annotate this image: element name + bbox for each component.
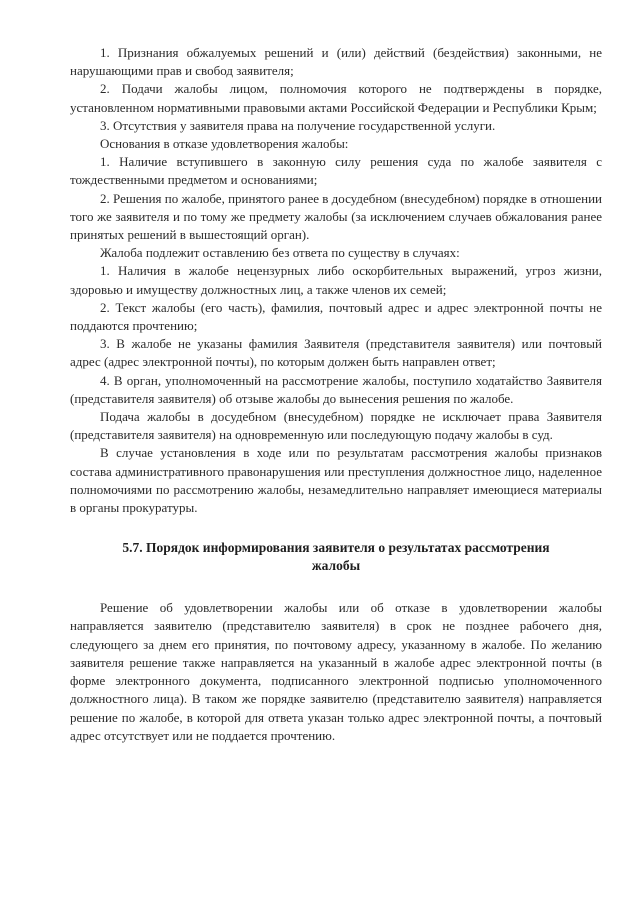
paragraph-court-option: Подача жалобы в досудебном (внесудебном) порядке не исключает права Заявителя (представителя заявителя) на одновременную или последующую подачу жалобы в суд. [70,409,602,443]
paragraph-obscene-language: 1. Наличия в жалобе нецензурных либо оскорбительных выражений, угроз жизни, здоровью и имуществу должностных лиц, а также членов их семей; [70,263,602,297]
paragraph-no-right: 3. Отсутствия у заявителя права на получение государственной услуги. [100,117,496,133]
paragraph-no-answer-heading: Жалоба подлежит оставлению без ответа по существу в случаях: [100,245,460,261]
document-body [70,44,602,745]
section-heading [70,539,602,575]
section-heading-line-1: 5.7. Порядок информирования заявителя о результатах рассмотрения [122,540,550,556]
paragraph-no-address: 3. В жалобе не указаны фамилия Заявителя (представителя заявителя) или почтовый адрес (адрес электронной почты), по которым должен быть направлен ответ; [70,336,602,370]
section-heading-line-2: жалобы [311,558,361,574]
paragraph-authority-unconfirmed: 2. Подачи жалобы лицом, полномочия которого не подтверждены в порядке, установленном нормативными правовыми актами Российской Федерации и Республики Крым; [70,81,602,115]
paragraph-prosecution: В случае установления в ходе или по результатам рассмотрения жалобы признаков состава административного правонарушения или преступления должностное лицо, наделенное полномочиями по рассмотрению жалобы, незамедлительно направляет имеющиеся материалы в органы прокуратуры. [70,445,602,516]
paragraph-unreadable-text: 2. Текст жалобы (его часть), фамилия, почтовый адрес и адрес электронной почты не поддаются прочтению; [70,299,602,334]
paragraph-grounds-legal: 1. Признания обжалуемых решений и (или) действий (бездействия) законными, не нарушающими прав и свобод заявителя; [70,45,602,79]
paragraph-court-decision: 1. Наличие вступившего в законную силу решения суда по жалобе заявителя с тождественными предметом и основаниями; [70,154,602,188]
paragraph-prior-decision: 2. Решения по жалобе, принятого ранее в досудебном (внесудебном) порядке в отношении того же заявителя и по тому же предмету жалобы (за исключением случаев обжалования ранее принятых решений в вышестоящий орган). [70,190,602,243]
paragraph-withdrawal: 4. В орган, уполномоченный на рассмотрение жалобы, поступило ходатайство Заявителя (представителя заявителя) об отзыве жалобы до вынесения решения по жалобе. [70,372,602,406]
paragraph-notification: Решение об удовлетворении жалобы или об отказе в удовлетворении жалобы направляется заявителю (представителю заявителя) в срок не позднее рабочего дня, следующего за днем его принятия, по почтовому адресу, указанному в жалобе. По желанию заявителя решение также направляется на указанный в жалобе адрес электронной почты (в форме электронного документа, подписанного электронной подписью уполномоченного должностного лица). В таком же порядке заявителю (представителю заявителя) направляется решение по жалобе, в которой для ответа указан только адрес электронной почты, а почтовый адрес отсутствует или не поддается прочтению. [70,600,602,743]
paragraph-refusal-grounds-heading: Основания в отказе удовлетворения жалобы: [100,136,349,152]
